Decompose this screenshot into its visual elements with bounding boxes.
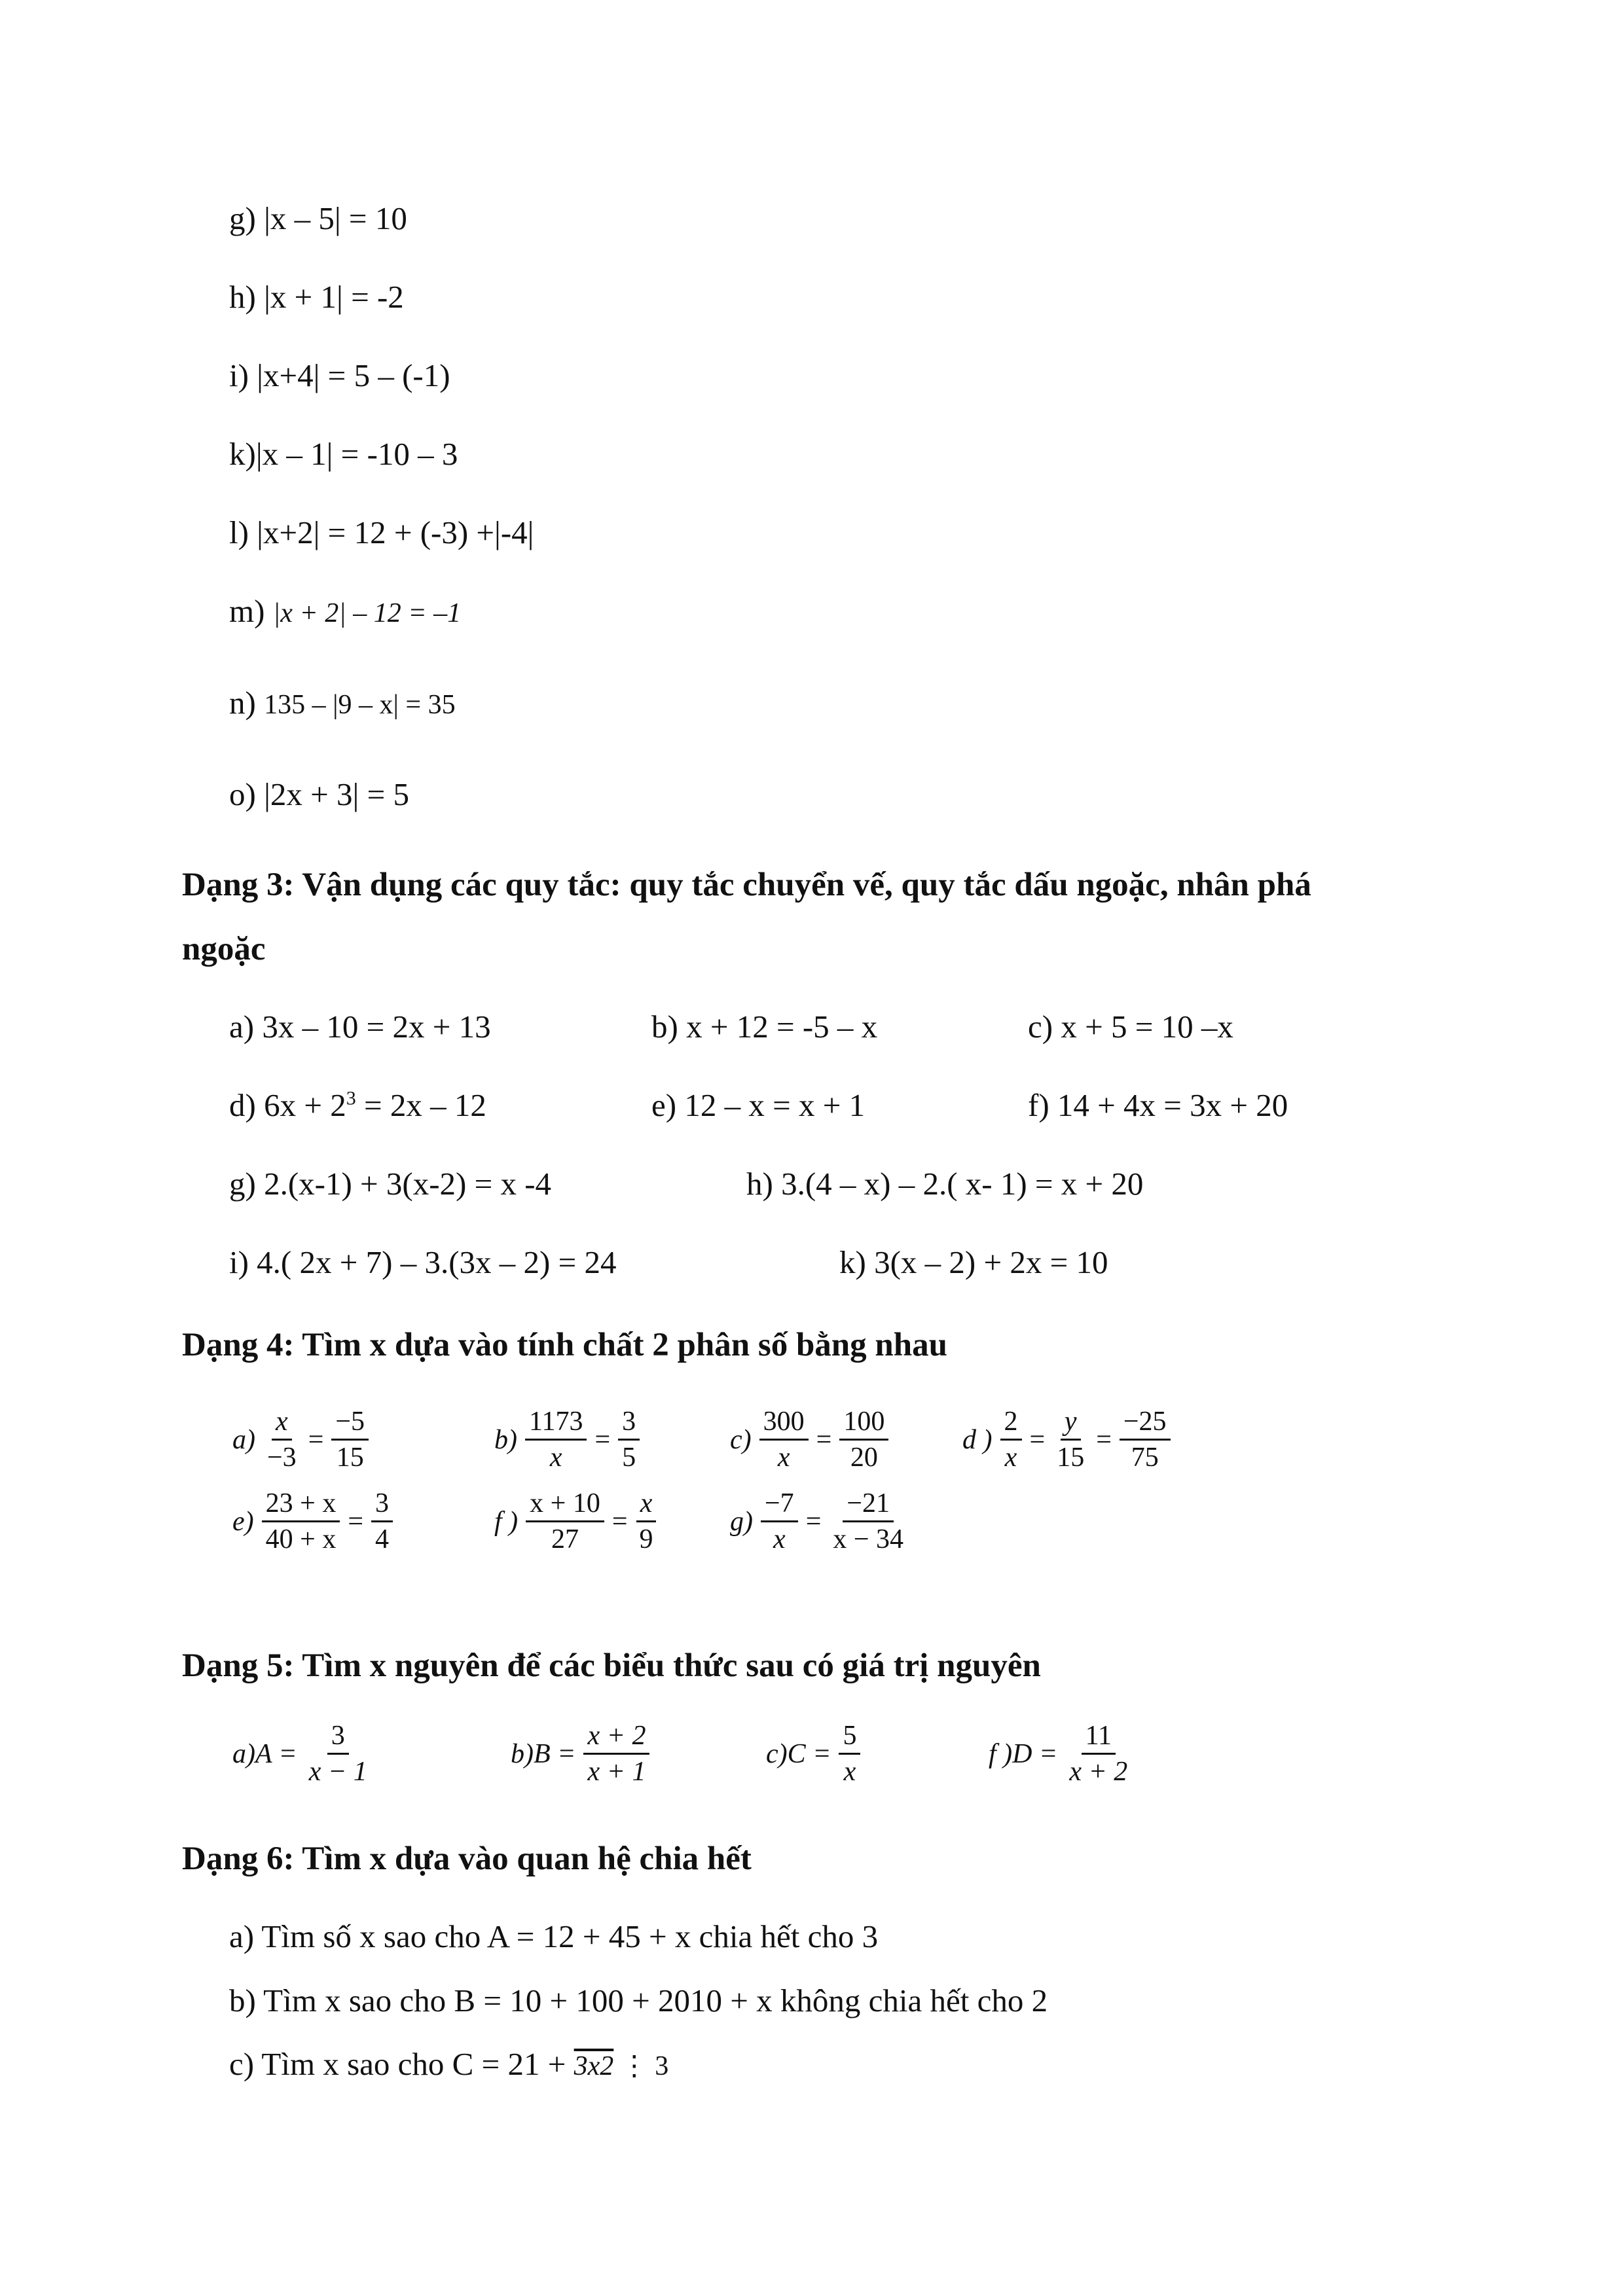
- numerator: 3: [618, 1407, 640, 1441]
- denominator: x: [773, 1524, 786, 1555]
- dang5-b-label: b)B =: [511, 1738, 576, 1769]
- numerator: x + 10: [526, 1489, 604, 1522]
- equals-sign: =: [1029, 1424, 1046, 1455]
- numerator: −7: [761, 1489, 798, 1522]
- numerator: 11: [1082, 1721, 1116, 1755]
- denominator: 27: [551, 1524, 579, 1555]
- denominator: x + 1: [587, 1757, 646, 1787]
- numerator: 3: [327, 1721, 349, 1755]
- numerator: −21: [843, 1489, 894, 1522]
- dang5-a-label: a)A =: [232, 1738, 297, 1769]
- equals-sign: =: [816, 1424, 832, 1455]
- dang4-g: [730, 1489, 911, 1554]
- equation-n-expr: 135 – |9 – x| = 35: [264, 690, 456, 720]
- equation-l: l) |x+2| = 12 + (-3) +|-4|: [229, 514, 534, 550]
- dang3-a: a) 3x – 10 = 2x + 13: [229, 1009, 491, 1045]
- dang6-heading: Dạng 6: Tìm x dựa vào quan hệ chia hết: [182, 1840, 752, 1877]
- denominator: x: [777, 1443, 790, 1473]
- dang6-c-number: 3x2: [574, 2051, 614, 2081]
- denominator: 15: [1057, 1443, 1085, 1473]
- dang5-c-frac: [839, 1721, 860, 1786]
- denominator: 75: [1131, 1443, 1159, 1473]
- equation-g: g) |x – 5| = 10: [229, 200, 407, 236]
- equation-o-label: o): [229, 776, 256, 812]
- dang4-e: [232, 1489, 397, 1554]
- dang6-c-pre: c) Tìm x sao cho C = 21 +: [229, 2046, 574, 2082]
- dang5-f-label: f )D =: [989, 1738, 1058, 1769]
- dang3-heading-line1: Dạng 3: Vận dụng các quy tắc: quy tắc chuyển vế, quy tắc dấu ngoặc, nhân phá: [182, 867, 1311, 903]
- dang5-a-frac: [305, 1721, 371, 1786]
- dang4-a-frac2: [331, 1407, 369, 1472]
- dang3-d-exponent: 3: [346, 1087, 356, 1109]
- dang4-g-frac1: [761, 1489, 798, 1554]
- numerator: −5: [331, 1407, 369, 1441]
- denominator: 40 + x: [265, 1524, 337, 1555]
- dang4-d-frac1: [1000, 1407, 1022, 1472]
- dang3-d-pre: d) 6x + 2: [229, 1087, 346, 1123]
- equation-i: i) |x+4| = 5 – (-1): [229, 357, 450, 393]
- equation-o: [229, 776, 409, 814]
- numerator: −25: [1120, 1407, 1171, 1441]
- denominator: 15: [336, 1443, 364, 1473]
- denominator: x: [843, 1757, 856, 1787]
- dang4-heading: Dạng 4: Tìm x dựa vào tính chất 2 phân số bằng nhau: [182, 1327, 948, 1363]
- equation-k: k)|x – 1| = -10 – 3: [229, 436, 458, 472]
- dang4-g-label: g): [730, 1506, 753, 1537]
- equals-sign: =: [308, 1424, 324, 1455]
- dang4-c: [730, 1407, 892, 1472]
- numerator: 1173: [525, 1407, 587, 1441]
- dang6-a: a) Tìm số x sao cho A = 12 + 45 + x chia hết cho 3: [229, 1918, 879, 1954]
- equation-n: [229, 684, 456, 723]
- dang5-a: [232, 1721, 375, 1786]
- dang4-c-frac2: [839, 1407, 888, 1472]
- dang4-d-frac3: [1120, 1407, 1171, 1472]
- denominator: −3: [267, 1443, 297, 1473]
- numerator: x: [272, 1407, 292, 1441]
- equation-n-label: n): [229, 685, 256, 721]
- equation-h: h) |x + 1| = -2: [229, 279, 404, 315]
- dang4-a-label: a): [232, 1424, 255, 1455]
- dang3-h: h) 3.(4 – x) – 2.( x- 1) = x + 20: [746, 1166, 1144, 1202]
- denominator: 9: [639, 1524, 653, 1555]
- denominator: x: [1004, 1443, 1017, 1473]
- numerator: x: [636, 1489, 657, 1522]
- equals-sign: =: [594, 1424, 611, 1455]
- dang4-f-frac2: [636, 1489, 657, 1554]
- dang3-i: i) 4.( 2x + 7) – 3.(3x – 2) = 24: [229, 1244, 617, 1280]
- numerator: 100: [839, 1407, 888, 1441]
- equation-m: [229, 592, 461, 631]
- dang3-d-post: = 2x – 12: [356, 1087, 486, 1123]
- equation-m-expr: |x + 2| – 12 = –1: [272, 598, 462, 628]
- dang4-b-label: b): [494, 1424, 517, 1455]
- dang3-heading-line2: ngoặc: [182, 931, 266, 967]
- dang6-c: [229, 2045, 668, 2084]
- dang5-b-frac: [583, 1721, 649, 1786]
- denominator: 20: [850, 1443, 878, 1473]
- dang4-f-frac1: [526, 1489, 604, 1554]
- dang5-f: [989, 1721, 1135, 1786]
- dang4-c-label: c): [730, 1424, 752, 1455]
- equation-o-expr: |2x + 3| = 5: [264, 776, 409, 812]
- dang3-e: e) 12 – x = x + 1: [651, 1087, 866, 1123]
- dang4-b-frac1: [525, 1407, 587, 1472]
- dang4-e-frac1: [262, 1489, 340, 1554]
- dang5-b: [511, 1721, 653, 1786]
- equals-sign: =: [611, 1506, 628, 1537]
- dang3-g: g) 2.(x-1) + 3(x-2) = x -4: [229, 1166, 552, 1202]
- denominator: x − 34: [833, 1524, 904, 1555]
- numerator: 300: [759, 1407, 809, 1441]
- dang4-e-frac2: [371, 1489, 393, 1554]
- denominator: x: [549, 1443, 562, 1473]
- dang4-f-label: f ): [494, 1506, 519, 1537]
- numerator: 23 + x: [262, 1489, 340, 1522]
- numerator: x + 2: [583, 1721, 649, 1755]
- dang3-b: b) x + 12 = -5 – x: [651, 1009, 878, 1045]
- dang4-b-frac2: [618, 1407, 640, 1472]
- denominator: 5: [622, 1443, 636, 1473]
- numerator: 5: [839, 1721, 860, 1755]
- dang4-d-frac2: [1053, 1407, 1088, 1472]
- dang3-k: k) 3(x – 2) + 2x = 10: [839, 1244, 1108, 1280]
- dang6-b: b) Tìm x sao cho B = 10 + 100 + 2010 + x không chia hết cho 2: [229, 1982, 1048, 2018]
- dang5-c: [766, 1721, 864, 1786]
- dang5-f-frac: [1065, 1721, 1131, 1786]
- dang5-c-label: c)C =: [766, 1738, 831, 1769]
- denominator: x − 1: [308, 1757, 367, 1787]
- dang3-c: c) x + 5 = 10 –x: [1028, 1009, 1233, 1045]
- numerator: 2: [1000, 1407, 1022, 1441]
- dang4-a: [232, 1407, 373, 1472]
- dang4-g-frac2: [829, 1489, 907, 1554]
- denominator: x + 2: [1069, 1757, 1128, 1787]
- equals-sign: =: [348, 1506, 364, 1537]
- equals-sign: =: [1096, 1424, 1112, 1455]
- equation-m-label: m): [229, 593, 265, 629]
- dang3-f: f) 14 + 4x = 3x + 20: [1028, 1087, 1288, 1123]
- dang4-b: [494, 1407, 644, 1472]
- dang4-e-label: e): [232, 1506, 254, 1537]
- numerator: 3: [371, 1489, 393, 1522]
- dang4-a-frac1: [263, 1407, 301, 1472]
- dang5-heading: Dạng 5: Tìm x nguyên để các biểu thức sau có giá trị nguyên: [182, 1647, 1041, 1684]
- denominator: 4: [375, 1524, 390, 1555]
- dang4-d-label: d ): [962, 1424, 993, 1455]
- dang4-c-frac1: [759, 1407, 809, 1472]
- dang4-d: [962, 1407, 1175, 1472]
- dang4-f: [494, 1489, 661, 1554]
- equals-sign: =: [805, 1506, 822, 1537]
- dang3-d: [229, 1086, 486, 1125]
- dang6-c-post: ⋮ 3: [613, 2051, 669, 2081]
- numerator: y: [1061, 1407, 1081, 1441]
